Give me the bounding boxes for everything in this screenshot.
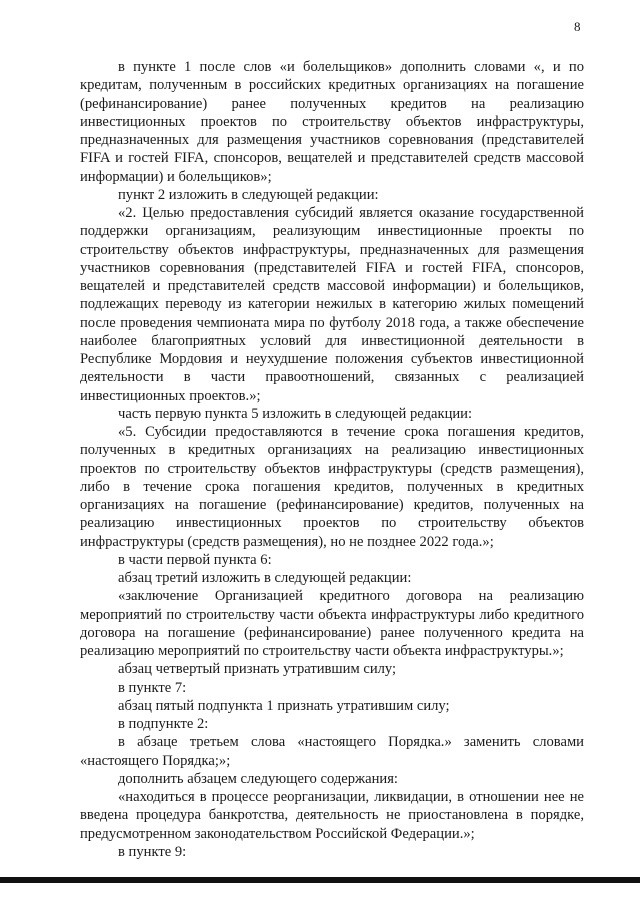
- paragraph: часть первую пункта 5 изложить в следующей редакции:: [118, 405, 473, 422]
- document-body: [80, 58, 584, 861]
- page-number: 8: [574, 19, 581, 34]
- paragraph: «2. Целью предоставления субсидий является оказание государственной поддержки организациям, реализующим инвестиционные проекты по строительству объектов инфраструктуры, предназначенных для размещения участников соревнования (представителей FIFA и гостей FIFA, спонсоров, вещателей и представителей средств массовой информации) и болельщиков, подлежащих переводу из категории нежилых в категорию жилых помещений после проведения чемпионата мира по футболу 2018 года, а также обеспечение наиболее благоприятных условий для инвестиционной деятельности в Республике Мордовия и неухудшение положения субъектов инвестиционной деятельности в части правоотношений, связанных с реализацией инвестиционных проектов.»;: [80, 205, 584, 404]
- paragraph: «заключение Организацией кредитного договора на реализацию мероприятий по строительству части объекта инфраструктуры либо кредитного договора на погашение (рефинансирование) ранее полученного кредита на реализацию мероприятий по строительству части объекта инфраструктуры.»;: [80, 588, 584, 659]
- paragraph: абзац третий изложить в следующей редакции:: [118, 570, 412, 586]
- paragraph: абзац четвертый признать утратившим силу;: [118, 661, 397, 678]
- paragraph: «5. Субсидии предоставляются в течение срока погашения кредитов, полученных в кредитных организациях на реализацию инвестиционных проектов по строительству объектов инфраструктуры (средств размещения), либо в течение срока погашения кредитов, полученных в кредитных организациях на погашение (рефинансирование) кредитов, полученных на реализацию инвестиционных проектов по строительству объектов инфраструктуры (средств размещения), но не позднее 2022 года.»;: [80, 424, 584, 550]
- paragraph: в части первой пункта 6:: [118, 551, 272, 568]
- paragraph: в пункте 1 после слов «и болельщиков» дополнить словами «, и по кредитам, полученным в российских кредитных организациях на погашение (рефинансирование) ранее полученных кредитов на реализацию инвестиционных проектов по строительству объектов инфраструктуры, предназначенных для размещения участников соревнования (представителей FIFA и гостей FIFA, спонсоров, вещателей и представителей средств массовой информации) и болельщиков»;: [80, 59, 584, 185]
- paragraph: в пункте 7:: [118, 679, 187, 696]
- paragraph: пункт 2 изложить в следующей редакции:: [118, 186, 379, 203]
- scan-bottom-edge: [0, 877, 640, 883]
- paragraph: в подпункте 2:: [118, 716, 209, 732]
- paragraph: в абзаце третьем слова «настоящего Порядка.» заменить словами «настоящего Порядка;»;: [80, 734, 584, 769]
- paragraph: абзац пятый подпункта 1 признать утратившим силу;: [118, 697, 450, 714]
- paragraph: в пункте 9:: [118, 843, 187, 860]
- paragraph: дополнить абзацем следующего содержания:: [118, 770, 398, 787]
- paragraph: «находиться в процессе реорганизации, ликвидации, в отношении нее не введена процедура банкротства, деятельность не приостановлена в порядке, предусмотренном законодательством Российской Федерации.»;: [80, 789, 584, 842]
